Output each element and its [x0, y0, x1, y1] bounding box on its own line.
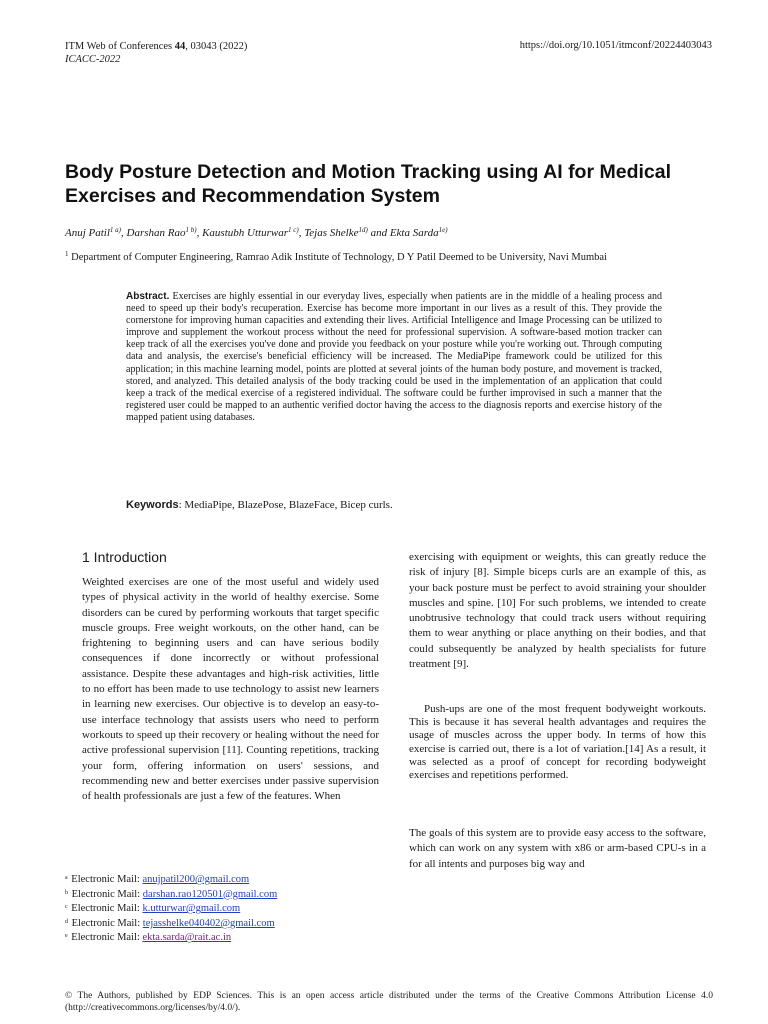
intro-paragraph-2: Push-ups are one of the most frequent bodyweight workouts. This is because it has several health advantages and requires the usage of muscles across the upper body. In terms of how this exercise is carried out, there is a lot of variation.[14] As a result, it was selected as a proof of concept for recording bodyweight exercises and repetitions performed. [409, 703, 706, 782]
intro-paragraph-1-continued: exercising with equipment or weights, this can greatly reduce the risk of injury [8]. Simple biceps curls are an example of this, as your back posture must be perfect to avoid straining your shoulder muscles and spine. [10] For such problems, we intended to create unobtrusive technology that could track users without requiring them to wear anything or place anything on their bodies, and that could subsequently be analyzed by health specialists for future treatment [9]. [409, 551, 706, 671]
abstract-text: Exercises are highly essential in our everyday lives, especially when patients are in the middle of a healing process and need to speed up their body's recuperation. Exercise has become more important in our lives as a result of this. They provide the cornerstone for improving human capacities and extending their lives. Artificial Intelligence and Image Processing can be utilized to improve and supplement the workout process without the need for professional supervision. A software-based motion tracker can keep track of all the exercises you've done and provide you feedback on your posture while you're working out. Through computing data and analysis, the exercise's beneficial efficiency will be increased. The MediaPipe framework could be utilized for this application; in this machine learning model, points are plotted at several joints of the human body posture, and movement is tracked, stored, and analyzed. This detailed analysis of the body tracking could be used in the implementation of an application that could keep a track of the medical exercise of a registered individual. The software could be further improvised in such a manner that the registered user could be mapped to an authentic verified doctor having the access to the diagnosis reports and exercise history of the mapped patient using databases. [126, 291, 662, 423]
conference-name: ICACC-2022 [65, 54, 121, 65]
email-link[interactable]: tejasshelke040402@gmail.com [142, 917, 275, 929]
author: Ekta Sarda$^{1e)}$ [389, 226, 448, 239]
footnote: $^d$ Electronic Mail: tejasshelke040402@gmail.com [65, 917, 275, 929]
affiliation: $^1$ Department of Computer Engineering, Ramrao Adik Institute of Technology, D Y Patil Deemed to be University, Navi Mumbai [65, 250, 607, 263]
email-link[interactable]: darshan.rao120501@gmail.com [142, 888, 278, 900]
section-heading-introduction: 1 Introduction [82, 549, 167, 565]
author: Darshan Rao$^{1 b)}$, [126, 226, 203, 239]
email-link[interactable]: anujpatil200@gmail.com [142, 874, 250, 885]
paper-title: Body Posture Detection and Motion Tracking using AI for Medical Exercises and Recommendation System [65, 161, 672, 207]
keywords [126, 499, 393, 511]
abstract-label: Abstract. [126, 291, 170, 302]
author: Kaustubh Utturwar$^{1 c)}$, [202, 226, 305, 239]
keywords-text: : MediaPipe, BlazePose, BlazeFace, Bicep curls. [178, 499, 393, 511]
footnote: $^c$ Electronic Mail: k.utturwar@gmail.com [65, 903, 241, 915]
abstract [126, 291, 662, 424]
footnotes [65, 872, 277, 945]
email-link[interactable]: ekta.sarda@rait.ac.in [142, 932, 232, 944]
keywords-label: Keywords [126, 499, 179, 511]
author: Anuj Patil$^{1 a)}$, [65, 226, 127, 239]
running-header [65, 40, 247, 66]
license-footer: © The Authors, published by EDP Sciences. This is an open access article distributed under the terms of the Creative Commons Attribution License 4.0 (http://creativecommons.org/licenses/by/4.0/). [65, 991, 713, 1013]
journal-issue: , 03043 (2022) [185, 41, 248, 52]
intro-paragraph-1: Weighted exercises are one of the most useful and widely used types of physical activity in the world of healthy exercise. Some disorders can be cured by performing workouts that target specific muscle groups. Free weight workouts, on the other hand, can be frightening to beginning users and can have serious bodily consequences if done incorrectly or without professional assistance. Despite these advantages and high-risk activities, little to no effort has been made to use technology to assist new learners in learning new exercises. Our objective is to develop an easy-to-use interface technology that assists users who need to perform workouts to speed up their recovery or healing without the need for active professional supervision [11]. Counting repetitions, tracking your form, offering information on users' sessions, and recommending new and better exercises under passive supervision of health professionals are just a few of the features. When [82, 576, 379, 803]
author: Tejas Shelke$^{1d)}$ and [304, 226, 390, 239]
journal-name: ITM Web of Conferences [65, 41, 175, 52]
author-list [65, 226, 448, 239]
footnote: $^e$ Electronic Mail: ekta.sarda@rait.ac.in [65, 932, 232, 944]
footnote: $^a$ Electronic Mail: anujpatil200@gmail.com [65, 874, 250, 885]
journal-volume: 44 [174, 41, 186, 52]
email-link[interactable]: k.utturwar@gmail.com [142, 903, 241, 915]
journal-citation [65, 40, 247, 53]
footnote: $^b$ Electronic Mail: darshan.rao120501@gmail.com [65, 888, 278, 900]
intro-paragraph-3: The goals of this system are to provide easy access to the software, which can work on any system with x86 or arm-based CPU-s in a for all intents and purposes big way and [409, 827, 706, 870]
doi-link[interactable]: https://doi.org/10.1051/itmconf/20224403043 [519, 40, 712, 51]
